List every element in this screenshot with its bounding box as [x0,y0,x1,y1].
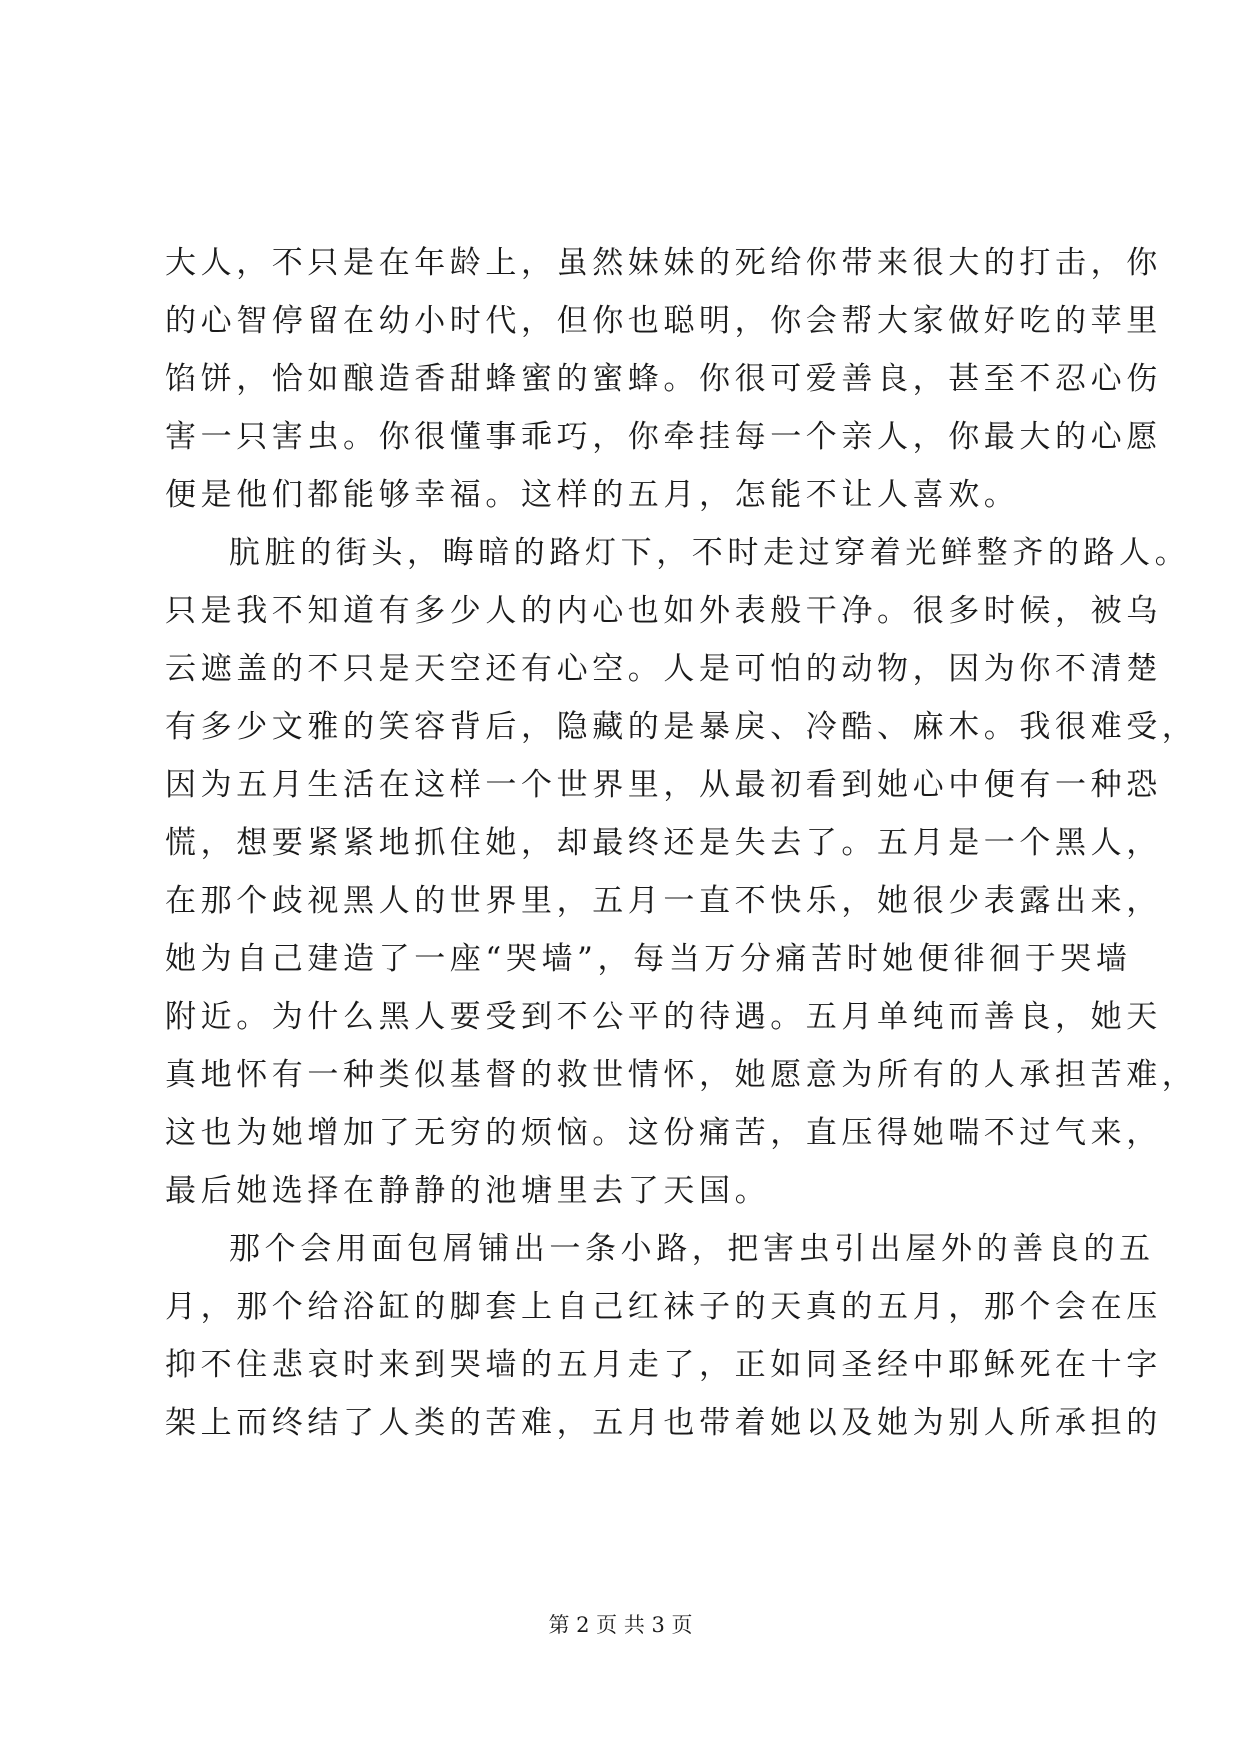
text-line: 那个会用面包屑铺出一条小路，把害虫引出屋外的善良的五 [229,1231,1155,1267]
text-line: 真地怀有一种类似基督的救世情怀，她愿意为所有的人承担苦难， [165,1057,1198,1093]
text-line: 害一只害虫。你很懂事乖巧，你牵挂每一个亲人，你最大的心愿 [165,419,1162,455]
text-line: 馅饼，恰如酿造香甜蜂蜜的蜜蜂。你很可爱善良，甚至不忍心伤 [165,361,1162,397]
text-line: 因为五月生活在这样一个世界里，从最初看到她心中便有一种恐 [165,767,1162,803]
body-text [165,234,1198,1452]
text-line: 便是他们都能够幸福。这样的五月，怎能不让人喜欢。 [165,477,1020,513]
text-line: 架上而终结了人类的苦难，五月也带着她以及她为别人所承担的 [165,1405,1162,1441]
text-line: 只是我不知道有多少人的内心也如外表般干净。很多时候，被乌 [165,593,1162,629]
text-line: 的心智停留在幼小时代，但你也聪明，你会帮大家做好吃的苹里 [165,303,1162,339]
text-line: 这也为她增加了无穷的烦恼。这份痛苦，直压得她喘不过气来， [165,1115,1162,1151]
text-line: 她为自己建造了一座“哭墙”，每当万分痛苦时她便徘徊于哭墙 [165,941,1132,977]
text-line: 附近。为什么黑人要受到不公平的待遇。五月单纯而善良，她天 [165,999,1162,1035]
page-footer [0,1610,1241,1640]
text-line: 最后她选择在静静的池塘里去了天国。 [165,1173,771,1209]
text-line: 抑不住悲哀时来到哭墙的五月走了，正如同圣经中耶稣死在十字 [165,1347,1162,1383]
text-line: 有多少文雅的笑容背后，隐藏的是暴戾、冷酷、麻木。我很难受， [165,709,1198,745]
page-number-label: 第 2 页 共 3 页 [548,1613,693,1637]
text-line: 在那个歧视黑人的世界里，五月一直不快乐，她很少表露出来， [165,883,1162,919]
text-line: 慌，想要紧紧地抓住她，却最终还是失去了。五月是一个黑人， [165,825,1162,861]
text-line: 大人，不只是在年龄上，虽然妹妹的死给你带来很大的打击，你 [165,245,1162,281]
text-line: 月，那个给浴缸的脚套上自己红袜子的天真的五月，那个会在压 [165,1289,1162,1325]
text-line: 肮脏的街头，晦暗的路灯下，不时走过穿着光鲜整齐的路人。 [229,535,1191,571]
text-line: 云遮盖的不只是天空还有心空。人是可怕的动物，因为你不清楚 [165,651,1162,687]
